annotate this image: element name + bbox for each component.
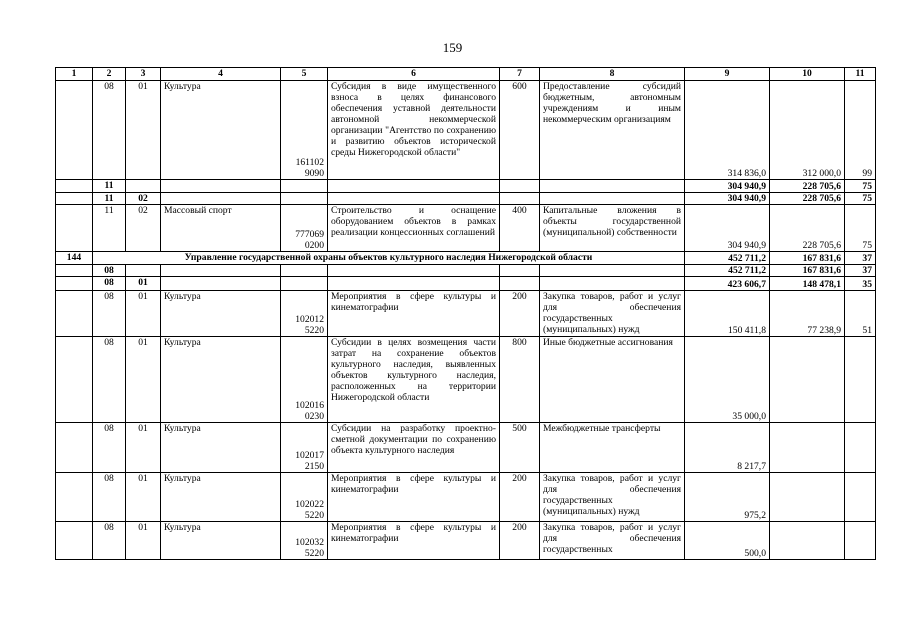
percent-cell: 35 xyxy=(845,277,876,291)
target-article-cell: 102012 5220 xyxy=(281,291,328,337)
description-cell: Мероприятия в сфере культуры и кинематографии xyxy=(328,291,500,337)
percent-cell: 51 xyxy=(845,291,876,337)
percent-cell: 99 xyxy=(845,81,876,180)
empty-cell xyxy=(500,180,540,193)
subsection-cell: 02 xyxy=(126,205,161,252)
expense-type-name-cell: Закупка товаров, работ и услуг для обеспечения государственных (муниципальных) нужд xyxy=(540,291,685,337)
amount-cell: 423 606,7 xyxy=(685,277,770,291)
subsection-name-cell: Культура xyxy=(161,473,281,522)
amount-cell xyxy=(770,522,845,560)
subsection-name-cell: Культура xyxy=(161,337,281,423)
amount-cell: 167 831,6 xyxy=(770,252,845,265)
subsection-cell: 01 xyxy=(126,81,161,180)
empty-cell xyxy=(540,277,685,291)
empty-cell xyxy=(281,180,328,193)
amount-cell: 35 000,0 xyxy=(685,337,770,423)
amount-cell: 312 000,0 xyxy=(770,81,845,180)
code-cell xyxy=(56,337,93,423)
table-body xyxy=(56,81,876,560)
empty-cell xyxy=(328,265,500,277)
column-header: 11 xyxy=(845,68,876,81)
section-cell: 08 xyxy=(93,337,126,423)
section-cell: 08 xyxy=(93,423,126,473)
percent-cell: 37 xyxy=(845,265,876,277)
expense-type-name-cell: Иные бюджетные ассигнования xyxy=(540,337,685,423)
subtotal-row xyxy=(56,180,876,193)
empty-cell xyxy=(500,193,540,205)
section-cell: 08 xyxy=(93,277,126,291)
section-cell: 11 xyxy=(93,180,126,193)
column-header: 9 xyxy=(685,68,770,81)
subtotal-row xyxy=(56,265,876,277)
table-row xyxy=(56,522,876,560)
percent-cell: 37 xyxy=(845,252,876,265)
target-article-cell: 102017 2150 xyxy=(281,423,328,473)
target-article-cell: 102032 5220 xyxy=(281,522,328,560)
empty-cell xyxy=(500,277,540,291)
code-cell xyxy=(56,265,93,277)
expense-type-name-cell: Предоставление субсидий бюджетным, автономным учреждениям и иным некоммерческим организациям xyxy=(540,81,685,180)
column-header: 2 xyxy=(93,68,126,81)
table-row xyxy=(56,423,876,473)
amount-cell: 228 705,6 xyxy=(770,193,845,205)
subsection-cell xyxy=(126,265,161,277)
empty-cell xyxy=(540,180,685,193)
expense-type-cell: 500 xyxy=(500,423,540,473)
amount-cell: 228 705,6 xyxy=(770,180,845,193)
column-header: 6 xyxy=(328,68,500,81)
expense-type-name-cell: Закупка товаров, работ и услуг для обеспечения государственных xyxy=(540,522,685,560)
amount-cell: 150 411,8 xyxy=(685,291,770,337)
section-title-row xyxy=(56,252,876,265)
section-title-cell: Управление государственной охраны объектов культурного наследия Нижегородской области xyxy=(93,252,685,265)
empty-cell xyxy=(281,265,328,277)
description-cell: Субсидия в виде имущественного взноса в целях финансового обеспечения уставной деятельности автономной некоммерческой организации "Агентство по сохранению и развитию объектов исторической среды Нижегородской области" xyxy=(328,81,500,180)
column-header: 3 xyxy=(126,68,161,81)
subsection-cell: 01 xyxy=(126,522,161,560)
subsection-cell: 01 xyxy=(126,423,161,473)
description-cell: Мероприятия в сфере культуры и кинематографии xyxy=(328,522,500,560)
subsection-cell: 01 xyxy=(126,473,161,522)
target-article-cell: 102016 0230 xyxy=(281,337,328,423)
subtotal-row xyxy=(56,193,876,205)
section-cell: 08 xyxy=(93,265,126,277)
amount-cell: 77 238,9 xyxy=(770,291,845,337)
amount-cell: 304 940,9 xyxy=(685,193,770,205)
amount-cell xyxy=(770,337,845,423)
section-cell: 08 xyxy=(93,522,126,560)
subtotal-row xyxy=(56,277,876,291)
description-cell: Строительство и оснащение оборудованием объектов в рамках реализации концессионных соглашений xyxy=(328,205,500,252)
empty-cell xyxy=(328,193,500,205)
empty-cell xyxy=(328,180,500,193)
expense-type-cell: 200 xyxy=(500,291,540,337)
section-cell: 08 xyxy=(93,473,126,522)
table-row xyxy=(56,205,876,252)
page-number: 159 xyxy=(442,40,463,55)
expense-type-cell: 800 xyxy=(500,337,540,423)
expense-type-cell: 600 xyxy=(500,81,540,180)
code-cell xyxy=(56,205,93,252)
section-cell: 08 xyxy=(93,291,126,337)
percent-cell: 75 xyxy=(845,180,876,193)
empty-cell xyxy=(540,193,685,205)
percent-cell: 75 xyxy=(845,205,876,252)
expense-type-name-cell: Межбюджетные трансферты xyxy=(540,423,685,473)
percent-cell xyxy=(845,473,876,522)
amount-cell: 8 217,7 xyxy=(685,423,770,473)
empty-cell xyxy=(161,277,281,291)
description-cell: Мероприятия в сфере культуры и кинематографии xyxy=(328,473,500,522)
column-header: 7 xyxy=(500,68,540,81)
description-cell: Субсидии в целях возмещения части затрат на сохранение объектов культурного наследия, выявленных объектов культурного наследия, расположенных на территории Нижегородской области xyxy=(328,337,500,423)
section-cell: 08 xyxy=(93,81,126,180)
percent-cell xyxy=(845,423,876,473)
expense-type-name-cell: Капитальные вложения в объекты государственной (муниципальной) собственности xyxy=(540,205,685,252)
empty-cell xyxy=(161,265,281,277)
amount-cell: 304 940,9 xyxy=(685,180,770,193)
subsection-name-cell: Культура xyxy=(161,522,281,560)
table-row xyxy=(56,473,876,522)
subsection-name-cell: Массовый спорт xyxy=(161,205,281,252)
amount-cell: 452 711,2 xyxy=(685,252,770,265)
amount-cell: 500,0 xyxy=(685,522,770,560)
target-article-cell: 102022 5220 xyxy=(281,473,328,522)
amount-cell xyxy=(770,473,845,522)
code-cell xyxy=(56,522,93,560)
section-cell: 11 xyxy=(93,205,126,252)
amount-cell: 975,2 xyxy=(685,473,770,522)
table-header-row xyxy=(56,68,876,81)
expense-type-cell: 200 xyxy=(500,473,540,522)
column-header: 1 xyxy=(56,68,93,81)
table-row xyxy=(56,291,876,337)
table-row xyxy=(56,81,876,180)
percent-cell: 75 xyxy=(845,193,876,205)
expense-type-name-cell: Закупка товаров, работ и услуг для обеспечения государственных (муниципальных) нужд xyxy=(540,473,685,522)
subsection-cell: 01 xyxy=(126,277,161,291)
expense-type-cell: 400 xyxy=(500,205,540,252)
section-code-cell: 144 xyxy=(56,252,93,265)
column-header: 4 xyxy=(161,68,281,81)
section-cell: 11 xyxy=(93,193,126,205)
empty-cell xyxy=(161,180,281,193)
subsection-name-cell: Культура xyxy=(161,81,281,180)
subsection-cell xyxy=(126,180,161,193)
code-cell xyxy=(56,291,93,337)
subsection-cell: 01 xyxy=(126,337,161,423)
percent-cell xyxy=(845,337,876,423)
empty-cell xyxy=(161,193,281,205)
column-header: 10 xyxy=(770,68,845,81)
code-cell xyxy=(56,423,93,473)
empty-cell xyxy=(281,193,328,205)
code-cell xyxy=(56,193,93,205)
description-cell: Субсидии на разработку проектно-сметной документации по сохранению объекта культурного наследия xyxy=(328,423,500,473)
column-header: 8 xyxy=(540,68,685,81)
amount-cell: 148 478,1 xyxy=(770,277,845,291)
amount-cell: 314 836,0 xyxy=(685,81,770,180)
empty-cell xyxy=(281,277,328,291)
amount-cell: 228 705,6 xyxy=(770,205,845,252)
code-cell xyxy=(56,180,93,193)
code-cell xyxy=(56,473,93,522)
table-row xyxy=(56,337,876,423)
target-article-cell: 161102 9090 xyxy=(281,81,328,180)
expense-type-cell: 200 xyxy=(500,522,540,560)
empty-cell xyxy=(328,277,500,291)
empty-cell xyxy=(540,265,685,277)
subsection-name-cell: Культура xyxy=(161,291,281,337)
subsection-cell: 02 xyxy=(126,193,161,205)
target-article-cell: 777069 0200 xyxy=(281,205,328,252)
code-cell xyxy=(56,277,93,291)
amount-cell: 167 831,6 xyxy=(770,265,845,277)
column-header: 5 xyxy=(281,68,328,81)
percent-cell xyxy=(845,522,876,560)
code-cell xyxy=(56,81,93,180)
subsection-name-cell: Культура xyxy=(161,423,281,473)
budget-table xyxy=(55,67,876,560)
amount-cell: 304 940,9 xyxy=(685,205,770,252)
amount-cell: 452 711,2 xyxy=(685,265,770,277)
subsection-cell: 01 xyxy=(126,291,161,337)
empty-cell xyxy=(500,265,540,277)
amount-cell xyxy=(770,423,845,473)
